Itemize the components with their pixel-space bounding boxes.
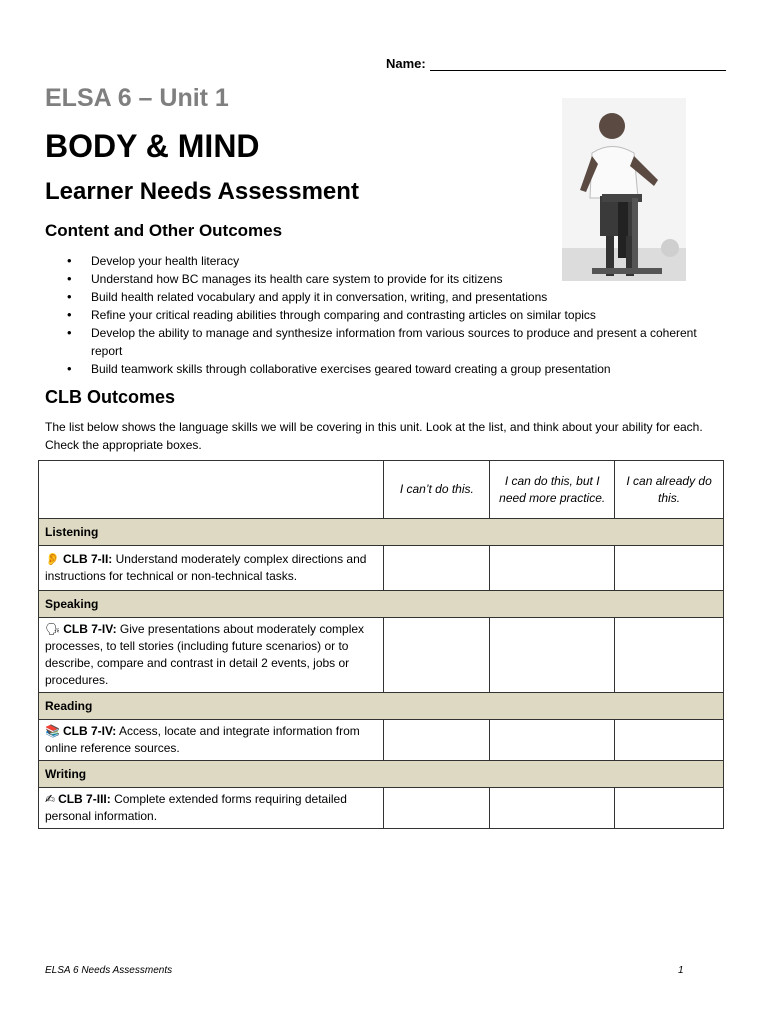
assessment-table xyxy=(38,460,724,829)
page-title: BODY & MIND xyxy=(45,128,260,164)
outcome-text: Complete extended forms requiring detailed personal information. xyxy=(45,792,347,823)
pencil-icon: ✍ xyxy=(45,792,56,806)
col-header: I can do this, but I need more practice. xyxy=(490,461,615,519)
clb-code: CLB 7-IV: xyxy=(63,622,117,636)
clb-code: CLB 7-II: xyxy=(62,552,113,566)
checkbox-cell[interactable] xyxy=(490,788,615,829)
clb-code: CLB 7-III: xyxy=(58,792,111,806)
clb-intro: The list below shows the language skills we will be covering in this unit. Look at the list, and think about your ability for each. Check the appropriate boxes. xyxy=(45,420,703,452)
list-item: • Understand how BC manages its health care system to provide for its citizens xyxy=(67,270,717,288)
table-row xyxy=(39,618,384,693)
checkbox-cell[interactable] xyxy=(384,546,490,591)
checkbox-cell[interactable] xyxy=(384,788,490,829)
checkbox-cell[interactable] xyxy=(384,720,490,761)
col-header: I can already do this. xyxy=(615,461,724,519)
table-row xyxy=(39,546,384,591)
checkbox-cell[interactable] xyxy=(490,618,615,693)
list-item: • Build teamwork skills through collaborative exercises geared toward creating a group presentation xyxy=(67,360,717,378)
checkbox-cell[interactable] xyxy=(490,720,615,761)
list-item: • Build health related vocabulary and apply it in conversation, writing, and presentations xyxy=(67,288,717,306)
list-item: • Develop your health literacy xyxy=(67,252,717,270)
category-writing: Writing xyxy=(39,761,724,788)
footer-title: ELSA 6 Needs Assessments xyxy=(45,965,173,976)
page-subtitle: Learner Needs Assessment xyxy=(45,178,359,205)
list-item: • Refine your critical reading abilities through comparing and contrasting articles on similar topics xyxy=(67,306,717,324)
checkbox-cell[interactable] xyxy=(615,618,724,693)
checkbox-cell[interactable] xyxy=(615,546,724,591)
book-icon: 📚 xyxy=(45,724,60,738)
category-speaking: Speaking xyxy=(39,591,724,618)
clb-outcomes-heading: CLB Outcomes xyxy=(45,387,176,407)
unit-heading: ELSA 6 – Unit 1 xyxy=(45,84,229,112)
outcome-text: Understand moderately complex directions and instructions for technical or non-technical tasks. xyxy=(45,552,367,583)
speaking-head-icon: 🗣 xyxy=(45,622,61,636)
col-header: I can’t do this. xyxy=(384,461,490,519)
content-outcomes-heading: Content and Other Outcomes xyxy=(45,221,283,240)
checkbox-cell[interactable] xyxy=(615,720,724,761)
header-blank xyxy=(39,461,384,519)
outcome-text: Give presentations about moderately complex processes, to tell stories (including future scenarios) or to describe, compare and contrast in detail 2 events, jobs or procedures. xyxy=(45,622,365,687)
checkbox-cell[interactable] xyxy=(615,788,724,829)
name-label: Name: xyxy=(386,56,426,71)
clb-code: CLB 7-IV: xyxy=(62,724,117,738)
content-outcomes-list xyxy=(67,252,717,378)
category-listening: Listening xyxy=(39,519,724,546)
table-row xyxy=(39,720,384,761)
ear-icon: 👂 xyxy=(45,552,60,566)
page-number: 1 xyxy=(678,965,684,976)
checkbox-cell[interactable] xyxy=(490,546,615,591)
list-item: • Develop the ability to manage and synthesize information from various sources to produce and present a coherent report xyxy=(67,324,717,360)
outcome-text: Access, locate and integrate information from online reference sources. xyxy=(45,724,360,755)
category-reading: Reading xyxy=(39,693,724,720)
name-field[interactable] xyxy=(430,70,726,71)
checkbox-cell[interactable] xyxy=(384,618,490,693)
table-row xyxy=(39,788,384,829)
